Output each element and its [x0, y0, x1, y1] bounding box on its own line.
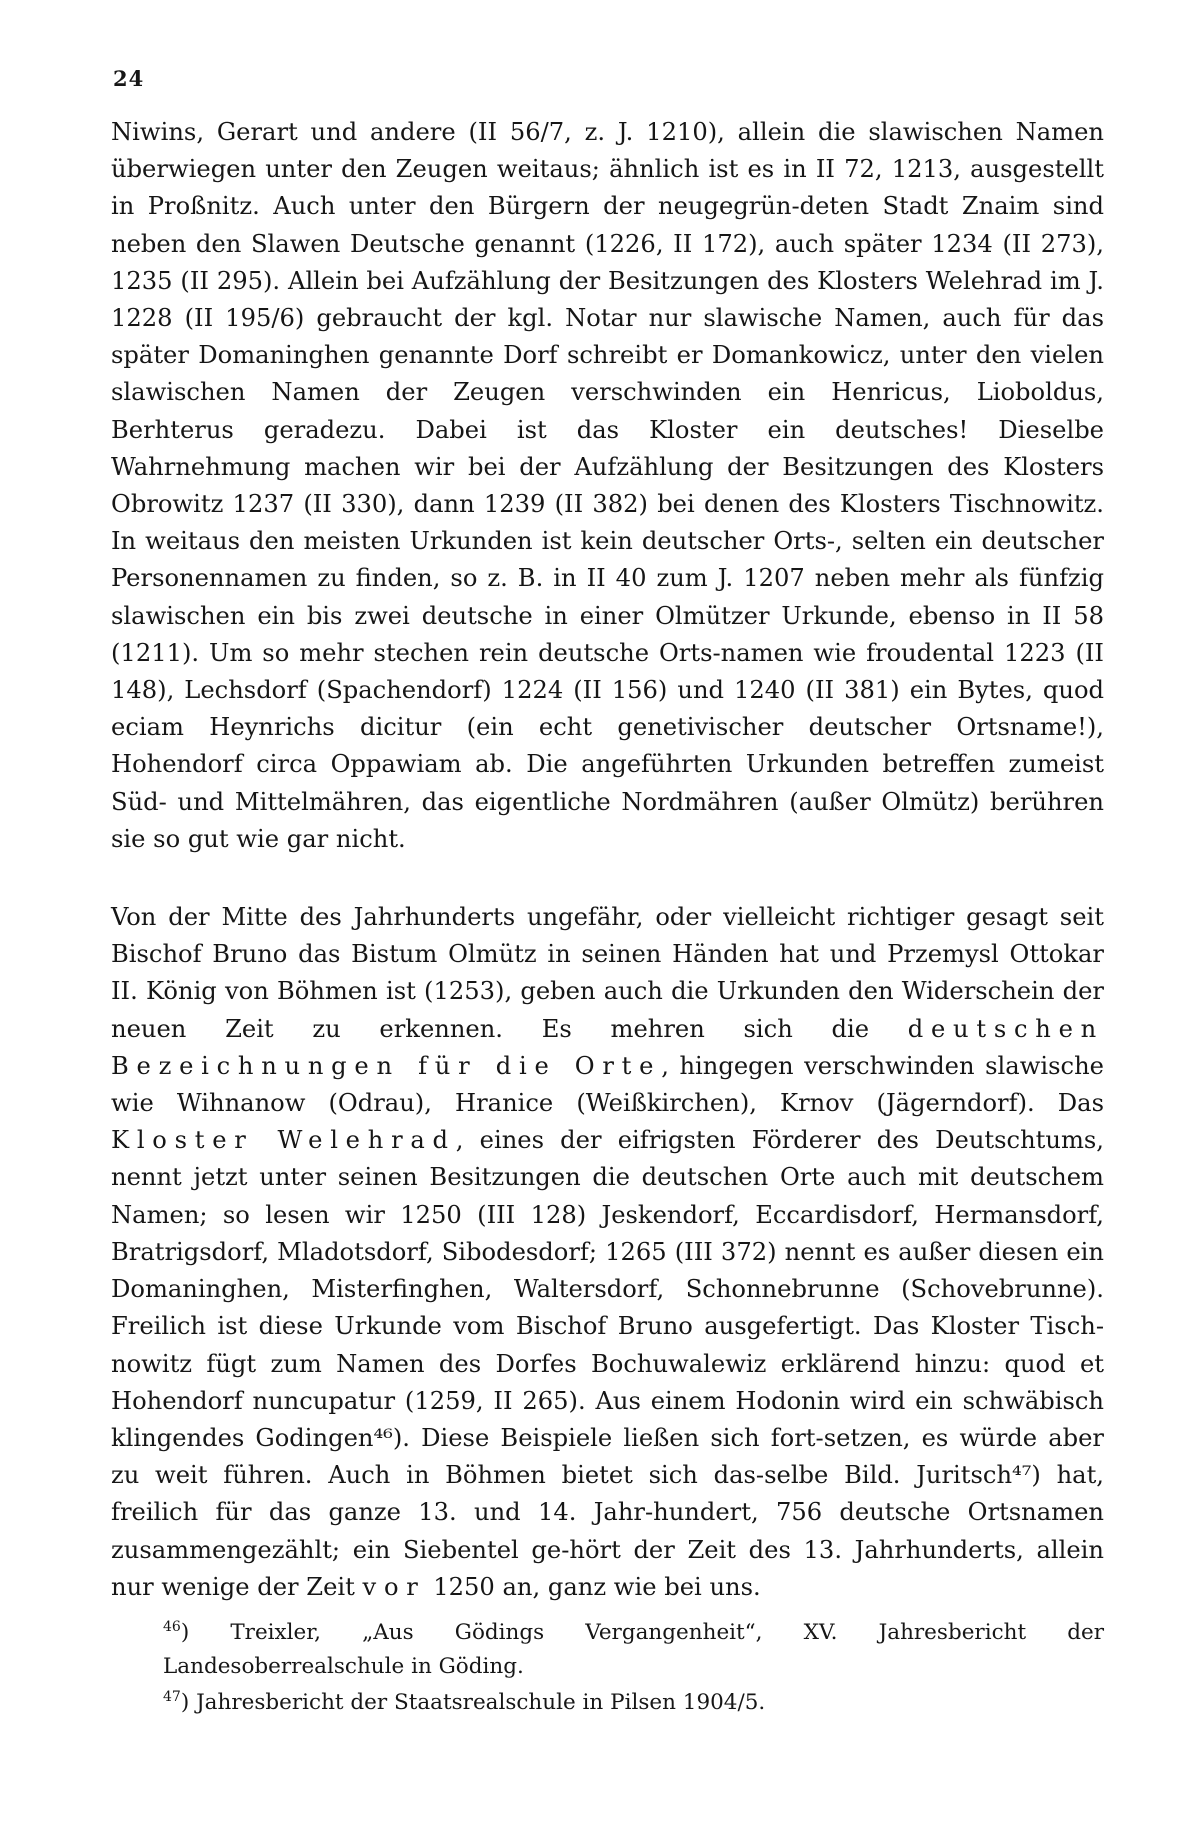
paragraph: [111, 899, 1104, 1606]
footnote-mark-paren: ): [180, 1620, 231, 1645]
emphasized-text: vor: [362, 1572, 426, 1601]
text-run: , hingegen verschwinden slawische wie Wihnanow (Odrau), Hranice (Weißkirchen), Krnov (Jägerndorf). Das: [111, 1051, 1104, 1118]
footnote-mark-paren: ): [180, 1690, 197, 1715]
page-number: 24: [113, 66, 145, 91]
footnote-mark: 46: [163, 1618, 181, 1635]
body-text: [111, 114, 1104, 1606]
footnote-mark: 47: [163, 1688, 181, 1705]
text-run: 1250 an, ganz wie bei uns.: [425, 1572, 761, 1601]
text-run: Niwins, Gerart und andere (II 56/7, z. J. 1210), allein die slawischen Namen überwiegen unter den Zeugen weitaus; ähnlich ist es in II 72, 1213, ausgestellt in Proßnitz. Auch unter den Bürgern der neugegrün-deten Stadt Znaim sind neben den Slawen Deutsche genannt (1226, II 172), auch später 1234 (II 273), 1235 (II 295). Allein bei Aufzählung der Besitzungen des Klosters Welehrad im J. 1228 (II 195/6) gebraucht der kgl. Notar nur slawische Namen, auch für das später Domaninghen genannte Dorf schreibt er Domankowicz, unter den vielen slawischen Namen der Zeugen verschwinden ein Henricus, Lioboldus, Berhterus geradezu. Dabei ist das Kloster ein deutsches! Dieselbe Wahrnehmung machen wir bei der Aufzählung der Besitzungen des Klosters Obrowitz 1237 (II 330), dann 1239 (II 382) bei denen des Klosters Tischnowitz. In weitaus den meisten Urkunden ist kein deutscher Orts-, selten ein deutscher Personennamen zu finden, so z. B. in II 40 zum J. 1207 neben mehr als fünfzig slawischen ein bis zwei deutsche in einer Olmützer Urkunde, ebenso in II 58 (1211). Um so mehr stechen rein deutsche Orts-namen wie froudental 1223 (II 148), Lechsdorf (Spachendorf) 1224 (II 156) und 1240 (II 381) ein Bytes, quod eciam Heynrichs dicitur (ein echt genetivischer deutscher Ortsname!), Hohendorf circa Oppawiam ab. Die angeführten Urkunden betreffen zumeist Süd- und Mittelmähren, das eigentliche Nordmähren (außer Olmütz) berühren sie so gut wie gar nicht.: [111, 118, 1104, 853]
text-run: , eines der eifrigsten Förderer des Deutschtums, nennt jetzt unter seinen Besitzungen die deutschen Orte auch mit deutschem Namen; so lesen wir 1250 (III 128) Jeskendorf, Eccardisdorf, Hermansdorf, Bratrigsdorf, Mladotsdorf, Sibodesdorf; 1265 (III 372) nennt es außer diesen ein Domaninghen, Misterfinghen, Waltersdorf, Schonnebrunne (Schovebrunne). Freilich ist diese Urkunde vom Bischof Bruno ausgefertigt. Das Kloster Tisch-nowitz fügt zum Namen des Dorfes Bochuwalewiz erklärend hinzu: quod et Hohendorf nuncupatur (1259, II 265). Aus einem Hodonin wird ein schwäbisch klingendes Godingen⁴⁶). Diese Beispiele ließen sich fort-setzen, es würde aber zu weit führen. Auch in Böhmen bietet sich das-selbe Bild. Juritsch⁴⁷) hat, freilich für das ganze 13. und 14. Jahr-hundert, 756 deutsche Ortsnamen zusammengezählt; ein Siebentel ge-hört der Zeit des 13. Jahrhunderts, allein nur wenige der Zeit: [111, 1126, 1104, 1601]
footnotes: [111, 1616, 1104, 1720]
footnote: [111, 1616, 1104, 1684]
footnote-text: Jahresbericht der Staatsrealschule in Pilsen 1904/5.: [196, 1690, 766, 1715]
emphasized-text: Kloster Welehrad: [111, 1126, 456, 1155]
paragraph: [111, 114, 1104, 858]
emphasized-text: deutschen Bezeichnungen für die Orte: [111, 1014, 1104, 1080]
text-run: Von der Mitte des Jahrhunderts ungefähr, oder vielleicht richtiger gesagt seit Bischof Bruno das Bistum Olmütz in seinen Händen hat und Przemysl Ottokar II. König von Böhmen ist (1253), geben auch die Urkunden den Widerschein der neuen Zeit zu erkennen. Es mehren sich die: [111, 903, 1104, 1043]
footnote: [111, 1686, 1104, 1720]
footnote-text: Treixler, „Aus Gödings Vergangenheit“, XV. Jahresbericht der Landesoberrealschule in Göding.: [163, 1620, 1104, 1679]
